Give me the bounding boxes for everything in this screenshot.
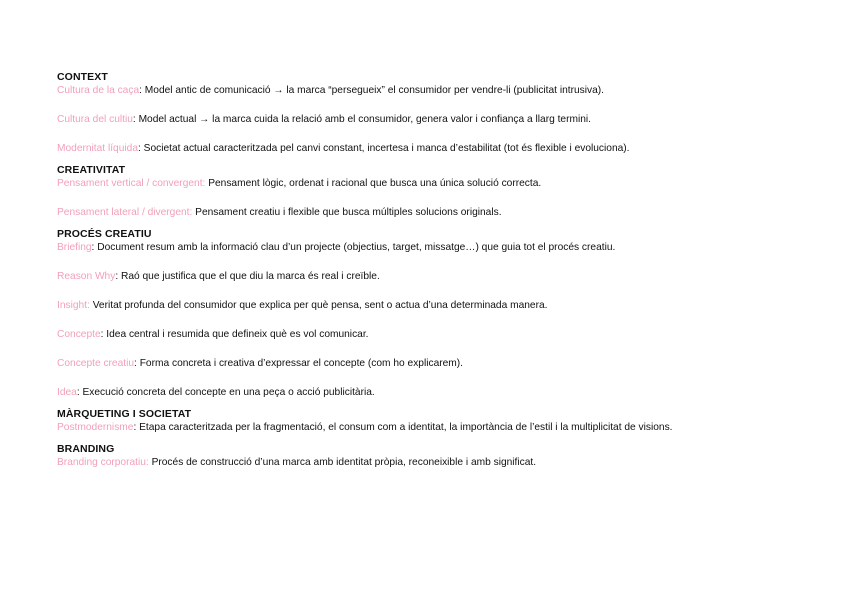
glossary-entry xyxy=(57,386,837,399)
glossary-entry xyxy=(57,84,837,97)
section-creativitat xyxy=(57,164,837,219)
glossary-term: Briefing xyxy=(57,242,92,253)
glossary-term: Cultura del cultiu xyxy=(57,114,133,125)
section-context xyxy=(57,71,837,155)
section-heading: CREATIVITAT xyxy=(57,164,126,176)
glossary-term: Insight: xyxy=(57,300,90,311)
glossary-definition: Pensament creatiu i flexible que busca múltiples solucions originals. xyxy=(192,207,502,218)
glossary-entry xyxy=(57,421,837,434)
section-branding xyxy=(57,443,837,469)
section-heading: MÀRQUETING I SOCIETAT xyxy=(57,408,192,420)
term-separator: : xyxy=(139,85,142,96)
glossary-entry xyxy=(57,328,837,341)
glossary-definition: Etapa caracteritzada per la fragmentació, el consum com a identitat, la importància de l’estil i la multiplicitat de visions. xyxy=(136,422,673,433)
glossary-definition: Idea central i resumida que defineix què es vol comunicar. xyxy=(103,329,369,340)
document-page xyxy=(57,71,837,469)
glossary-entry xyxy=(57,206,837,219)
glossary-entry xyxy=(57,177,837,190)
glossary-definition: Societat actual caracteritzada pel canvi constant, incertesa i manca d’estabilitat (tot és flexible i evoluciona). xyxy=(140,143,630,154)
section-heading: PROCÉS CREATIU xyxy=(57,228,152,240)
glossary-definition: Document resum amb la informació clau d’un projecte (objectius, target, missatge…) que guia tot el procés creatiu. xyxy=(94,242,616,253)
glossary-term: Idea xyxy=(57,387,77,398)
glossary-definition: Model antic de comunicació → la marca “persegueix” el consumidor per vendre-li (publicitat intrusiva). xyxy=(141,85,604,96)
glossary-entry xyxy=(57,299,837,312)
glossary-term: Pensament vertical / convergent: xyxy=(57,178,206,189)
glossary-term: Reason Why xyxy=(57,271,116,282)
term-separator: : xyxy=(91,242,95,253)
term-separator: : xyxy=(132,114,136,125)
glossary-entry xyxy=(57,456,837,469)
glossary-entry xyxy=(57,113,837,126)
term-separator: : xyxy=(100,329,104,340)
section-heading: CONTEXT xyxy=(57,71,108,83)
glossary-term: Concepte xyxy=(57,329,101,340)
glossary-term: Concepte creatiu xyxy=(57,358,135,369)
glossary-term: Cultura de la caça xyxy=(57,85,140,96)
glossary-term: Postmodernisme xyxy=(57,422,134,433)
glossary-term: Branding corporatiu: xyxy=(57,457,149,468)
section-heading: BRANDING xyxy=(57,443,115,455)
glossary-term: Pensament lateral / divergent: xyxy=(57,207,193,218)
glossary-entry xyxy=(57,357,837,370)
glossary-definition: Procés de construcció d’una marca amb identitat pròpia, reconeixible i amb significat. xyxy=(148,457,537,468)
glossary-definition: Forma concreta i creativa d’expressar el concepte (com ho explicarem). xyxy=(136,358,464,369)
glossary-entry xyxy=(57,142,837,155)
glossary-definition: Execució concreta del concepte en una peça o acció publicitària. xyxy=(79,387,375,398)
section-proces-creatiu xyxy=(57,228,837,399)
section-marqueting-societat xyxy=(57,408,837,434)
term-separator: : xyxy=(115,271,119,282)
glossary-entry xyxy=(57,241,837,254)
glossary-term: Modernitat líquida xyxy=(57,143,138,154)
term-separator: : xyxy=(76,387,80,398)
term-separator: : xyxy=(134,358,137,369)
glossary-entry xyxy=(57,270,837,283)
glossary-definition: Veritat profunda del consumidor que explica per què pensa, sent o actua d’una determinada manera. xyxy=(89,300,548,311)
glossary-definition: Model actual → la marca cuida la relació amb el consumidor, genera valor i confiança a llarg termini. xyxy=(135,114,591,125)
glossary-definition: Raó que justifica que el que diu la marca és real i creïble. xyxy=(118,271,380,282)
glossary-definition: Pensament lògic, ordenat i racional que busca una única solució correcta. xyxy=(205,178,542,189)
term-separator: : xyxy=(137,143,141,154)
term-separator: : xyxy=(133,422,137,433)
